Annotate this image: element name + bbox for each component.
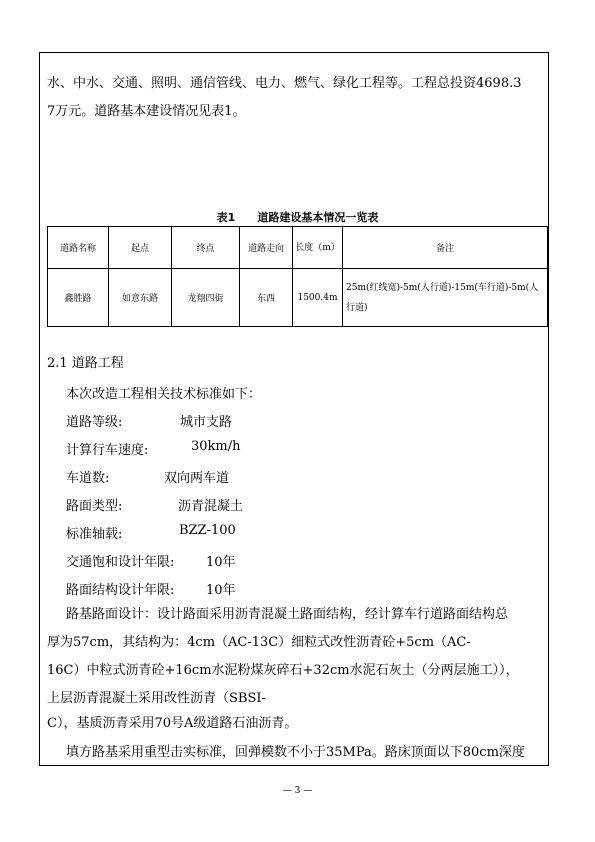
- header-cell: 备注: [343, 227, 548, 269]
- table-cell: 1500.4m: [293, 269, 343, 327]
- spec-item: [66, 579, 236, 598]
- spec-item: [66, 523, 236, 542]
- spec-value: 10年: [206, 555, 236, 570]
- table-cell: 如意东路: [109, 269, 172, 327]
- spec-label: 路面类型:: [66, 499, 123, 514]
- section-intro: 本次改造工程相关技术标准如下：: [66, 387, 262, 402]
- spec-value: BZZ-100: [179, 523, 236, 538]
- header-cell: 起点: [109, 227, 172, 269]
- table-cell: 鑫胜路: [48, 269, 109, 327]
- design-paragraph-line: 16C）中粒式沥青砼+16cm水泥粉煤灰碎石+32cm水泥石灰土（分两层施工）），: [47, 663, 519, 678]
- spec-item: [66, 551, 236, 570]
- spec-value: 30km/h: [191, 439, 241, 454]
- spec-item: [66, 411, 233, 430]
- spec-label: 计算行车速度:: [66, 443, 149, 458]
- spec-label: 路面结构设计年限:: [66, 583, 175, 598]
- fill-paragraph-line: 填方路基采用重型击实标准，回弹模数不小于35MPa。路床顶面以下80cm深度: [66, 745, 525, 760]
- table-caption: 表1 道路建设基本情况一览表: [216, 211, 379, 224]
- spec-label: 交通饱和设计年限:: [66, 555, 175, 570]
- header-cell: 道路名称: [48, 227, 109, 269]
- design-paragraph-line: 上层沥青混凝土采用改性沥青（SBSⅠ-: [47, 691, 266, 706]
- table-cell: 龙翔四街: [172, 269, 240, 327]
- spec-item: [66, 439, 241, 458]
- table-cell: 东西: [240, 269, 293, 327]
- page-number: — 3 —: [282, 786, 313, 796]
- table-cell-note: 25m(红线宽)-5m(人行道)-15m(车行道)-5m(人行道): [343, 269, 548, 327]
- spec-value: 沥青混凝土: [178, 499, 244, 514]
- design-paragraph-line: C），基质沥青采用70号A级道路石油沥青。: [47, 716, 298, 731]
- table-row: [48, 269, 548, 327]
- road-table: [47, 226, 548, 327]
- spec-value: 10年: [206, 583, 236, 598]
- spec-item: [66, 467, 230, 486]
- continuation-line-1: 水、中水、交通、照明、通信管线、电力、燃气、绿化工程等。工程总投资4698.3: [47, 76, 522, 91]
- spec-item: [66, 495, 244, 514]
- spec-value: 城市支路: [180, 415, 233, 430]
- design-paragraph-line: 路基路面设计：设计路面采用沥青混凝土路面结构，经计算车行道路面结构总: [66, 607, 509, 622]
- page-border: [39, 52, 549, 766]
- spec-label: 道路等级:: [66, 415, 123, 430]
- continuation-line-2: 7万元。道路基本建设情况见表1。: [47, 104, 246, 119]
- header-cell: 长度（m）: [293, 227, 343, 269]
- design-paragraph-line: 厚为57cm，其结构为：4cm（AC-13C）细粒式改性沥青砼+5cm（AC-: [47, 635, 471, 650]
- spec-label: 标准轴载:: [66, 527, 123, 542]
- header-cell: 道路走向: [240, 227, 293, 269]
- section-heading: 2.1 道路工程: [47, 356, 124, 371]
- spec-label: 车道数:: [66, 471, 110, 486]
- spec-value: 双向两车道: [164, 471, 230, 486]
- table-header-row: [48, 227, 548, 269]
- header-cell: 终点: [172, 227, 240, 269]
